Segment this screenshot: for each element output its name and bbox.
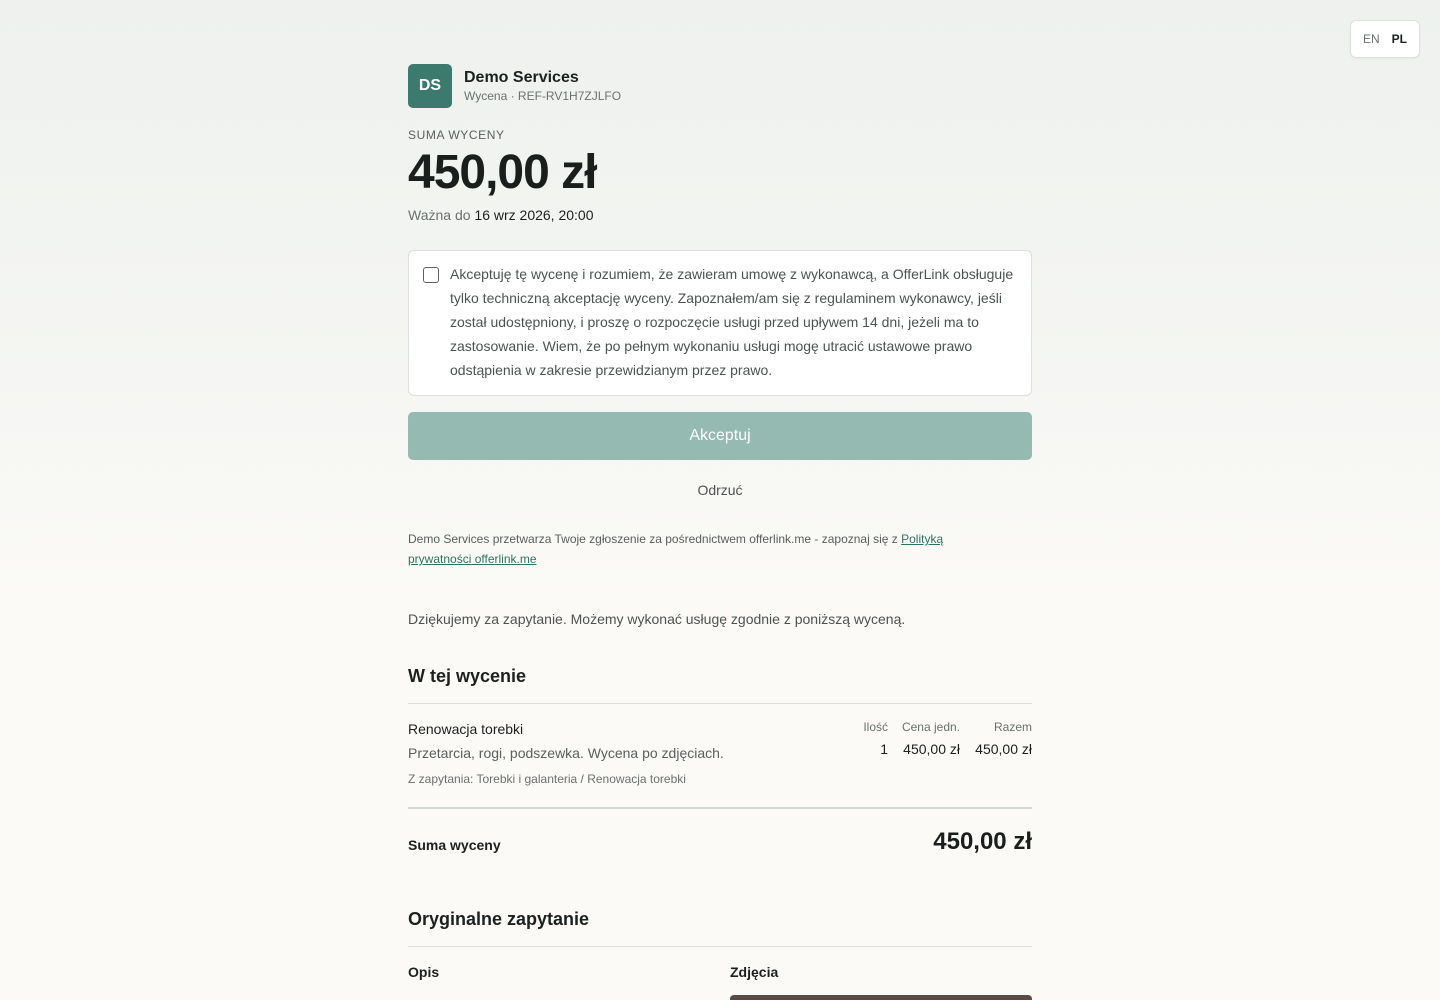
vendor-header [408, 64, 621, 108]
lang-option-en[interactable]: EN [1362, 32, 1380, 46]
valid-until [408, 207, 594, 223]
privacy-notice [408, 529, 1008, 569]
quote-section-title: W tej wycenie [408, 666, 527, 686]
col-header-total: Razem [993, 720, 1032, 734]
request-photo[interactable] [730, 995, 1032, 1000]
line-item-source: Z zapytania: Torebki i galanteria / Renowacja torebki [408, 772, 686, 786]
quote-reference: Wycena · REF-RV1H7ZJLFO [464, 89, 622, 103]
line-item-qty: 1 [880, 741, 888, 757]
valid-until-date: 16 wrz 2026, 20:00 [474, 207, 594, 223]
photos-label: Zdjęcia [730, 964, 779, 980]
intro-text: Dziękujemy za zapytanie. Możemy wykonać usługę zgodnie z poniższą wyceną. [408, 611, 906, 627]
sum-label: Suma wyceny [408, 837, 501, 853]
consent-text: Akceptuję tę wycenę i rozumiem, że zawieram umowę z wykonawcą, a OfferLink obsługuje tylko techniczną akceptację wyceny. Zapoznałem/am się z regulaminem wykonawcy, jeśli został udostępniony, i proszę o rozpoczęcie usługi przed upływem 14 dni, jeżeli ma to zastosowanie. Wiem, że po pełnym wykonaniu usługi mogę utracić ustawowe prawo odstąpienia w zakresie przewidzianym przez prawo. [450, 266, 1014, 378]
consent-box [408, 250, 1032, 396]
reject-button[interactable]: Odrzuć [697, 482, 743, 498]
privacy-policy-link[interactable]: Polityką prywatności offerlink.me [408, 532, 944, 566]
original-request-title: Oryginalne zapytanie [408, 909, 590, 929]
section-divider [408, 703, 1032, 704]
line-item-name: Renowacja torebki [408, 721, 524, 737]
total-divider [408, 807, 1032, 809]
line-item-unit-price: 450,00 zł [903, 741, 960, 757]
avatar: DS [408, 64, 452, 108]
total-amount: 450,00 zł [408, 146, 597, 199]
valid-until-label: Ważna do [408, 207, 471, 223]
section-divider [408, 946, 1032, 947]
privacy-text: Demo Services przetwarza Twoje zgłoszenie za pośrednictwem offerlink.me - zapoznaj się z [408, 532, 902, 546]
line-item-total: 450,00 zł [975, 741, 1032, 757]
sum-value: 450,00 zł [933, 828, 1032, 855]
company-name: Demo Services [464, 69, 579, 86]
total-label: SUMA WYCENY [408, 128, 505, 142]
col-header-qty: Ilość [863, 720, 888, 734]
line-item-description: Przetarcia, rogi, podszewka. Wycena po zdjęciach. [408, 745, 724, 761]
language-switcher [1350, 20, 1420, 58]
description-label: Opis [408, 964, 440, 980]
lang-option-pl[interactable]: PL [1391, 32, 1407, 46]
accept-button[interactable]: Akceptuj [408, 412, 1032, 460]
consent-checkbox[interactable] [423, 267, 439, 283]
col-header-unit-price: Cena jedn. [901, 720, 960, 734]
